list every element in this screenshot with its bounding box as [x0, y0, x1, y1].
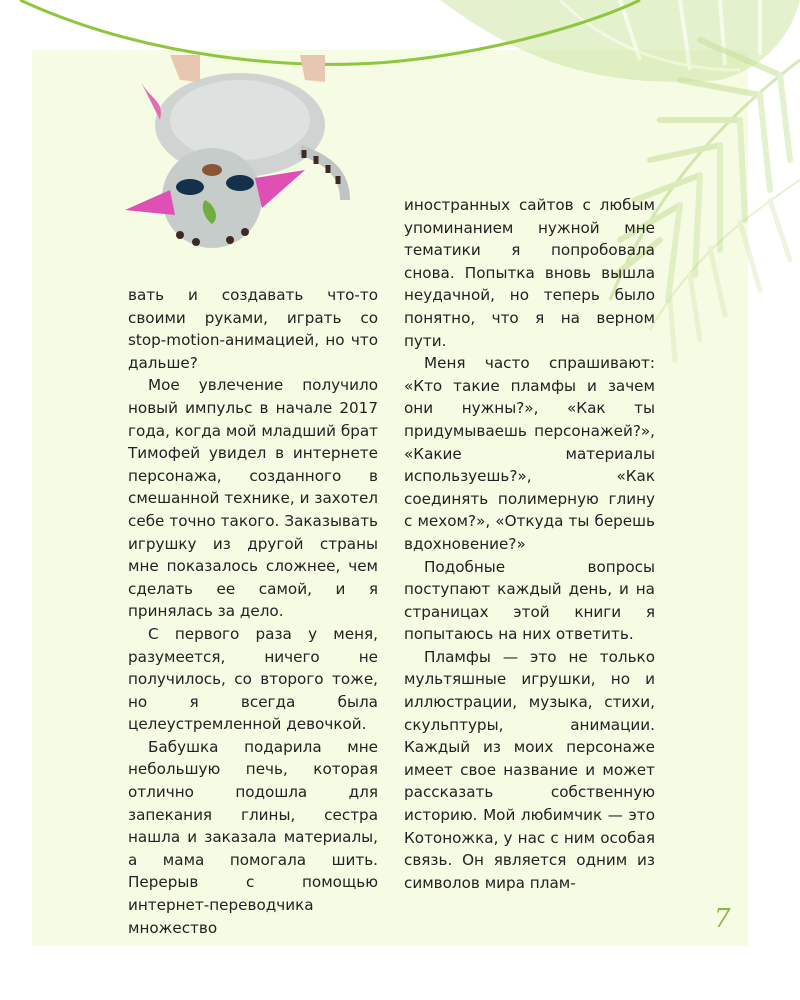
paragraph: вать и создавать что-то своими руками, играть со stop-motion-анимацией, но что дальше? [128, 286, 378, 372]
paragraph: С первого раза у меня, разумеется, ничего не получилось, со второго тоже, но я всегда была целеустремленной девочкой. [128, 624, 378, 734]
paragraph: Подобные вопросы поступают каждый день, и на страницах этой книги я попытаюсь на них ответить. [404, 557, 655, 644]
plush-creature-hanging-icon [125, 55, 345, 248]
monstera-leaf-icon [440, 0, 800, 82]
page-number: 7 [714, 904, 731, 934]
paragraph: иностранных сайтов с любым упоминанием нужной мне тематики я попробовала снова. Попытка вновь вышла неудачной, но теперь было понятно, что я на верном пути. [404, 196, 655, 350]
text-column-left [128, 284, 378, 939]
paragraph: Пламфы — это не только мультяшные игрушки, но и иллюстрации, музыка, стихи, скульптуры, анимации. Каждый из моих персонаже имеет свое название и может рассказать собственную историю. Мой любимчик — это Котоножка, у нас с ним особая связь. Он является одним из символов мира плам- [404, 647, 655, 892]
text-column-right [404, 194, 655, 894]
paragraph: Бабушка подарила мне небольшую печь, которая отлично подошла для запекания глины, сестра нашла и заказала материалы, а мама помогала шить. Перерыв с помощью интернет-переводчика множество [128, 737, 378, 937]
paragraph: Меня часто спрашивают: «Кто такие пламфы и зачем они нужны?», «Как ты придумываешь персонажей?», «Какие материалы используешь?», «Как соединять полимерную глину с мехом?», «Откуда ты берешь вдохновение?» [404, 354, 655, 553]
paragraph: Мое увлечение получило новый импульс в начале 2017 года, когда мой младший брат Тимофей увидел в интернете персонажа, созданного в смешанной технике, и захотел себе точно такого. Заказывать игрушку из другой страны мне показалось сложнее, чем сделать ее самой, и я принялась за дело. [128, 376, 378, 621]
